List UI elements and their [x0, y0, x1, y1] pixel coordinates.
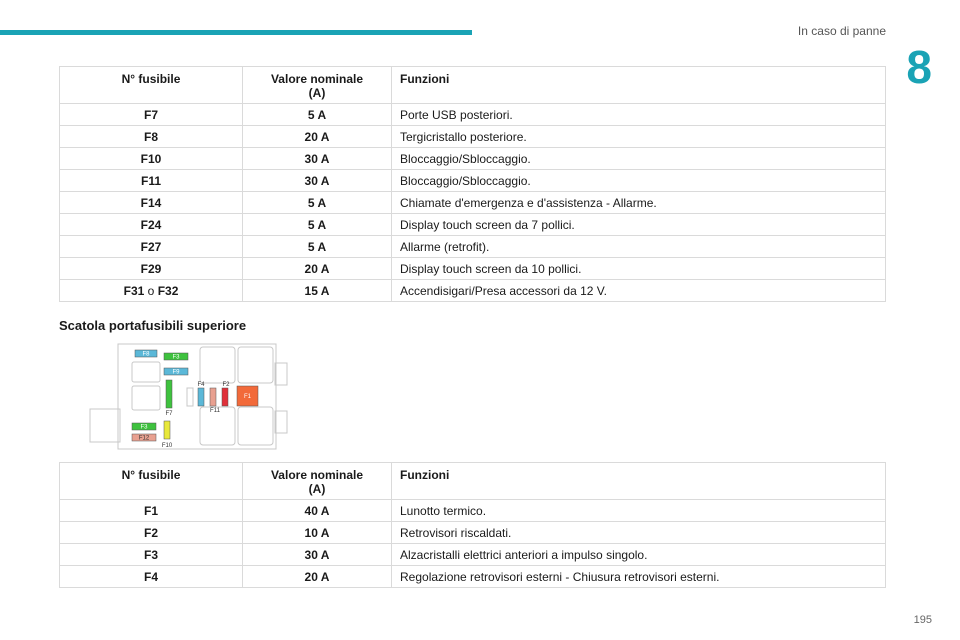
col-fuse-header: N° fusibile	[60, 67, 243, 104]
fuse-f4-label: F4	[197, 382, 205, 388]
fuse-function: Porte USB posteriori.	[392, 104, 886, 126]
table-row	[60, 236, 886, 258]
fuse-f4	[198, 388, 204, 406]
section-title: In caso di panne	[797, 24, 886, 38]
fuse-function: Accendisigari/Presa accessori da 12 V.	[392, 280, 886, 302]
page-number: 195	[913, 614, 932, 626]
fuse-f11-label: F11	[210, 408, 220, 414]
fuse-function: Display touch screen da 7 pollici.	[392, 214, 886, 236]
fuse-rating: 20 A	[243, 126, 392, 148]
col-fuse-header: N° fusibile	[60, 463, 243, 500]
table-row	[60, 258, 886, 280]
table-row	[60, 522, 886, 544]
fuse-box-diagram	[89, 343, 297, 451]
fuse-rating: 40 A	[243, 500, 392, 522]
fuse-rating: 10 A	[243, 522, 392, 544]
fuse-function: Lunotto termico.	[392, 500, 886, 522]
fuse-function: Bloccaggio/Sbloccaggio.	[392, 170, 886, 192]
table-header-row	[60, 463, 886, 500]
relay-slot	[132, 362, 160, 382]
fuse-function: Tergicristallo posteriore.	[392, 126, 886, 148]
fuse-number-a: F31	[123, 283, 145, 298]
fuse-rating: 30 A	[243, 544, 392, 566]
col-rating-header: Valore nominale (A)	[243, 463, 392, 500]
header-accent-bar	[0, 30, 472, 35]
fuse-function: Chiamate d'emergenza e d'assistenza - Allarme.	[392, 192, 886, 214]
fuse-number: F7	[60, 104, 243, 126]
relay-slot	[200, 347, 235, 383]
table-row	[60, 214, 886, 236]
fuse-number-or: o	[147, 283, 155, 298]
empty-fuse-slot	[187, 388, 193, 406]
col-functions-header: Funzioni	[392, 67, 886, 104]
connector-right-bottom	[275, 411, 287, 433]
fuse-number: F10	[60, 148, 243, 170]
connector-left-outline	[90, 409, 120, 442]
relay-slot	[238, 347, 273, 383]
relay-slot	[238, 407, 273, 445]
fuse-rating: 30 A	[243, 148, 392, 170]
table-row	[60, 192, 886, 214]
table-row	[60, 126, 886, 148]
fuse-rating: 5 A	[243, 104, 392, 126]
fuse-number-b: F32	[157, 283, 179, 298]
table-row	[60, 566, 886, 588]
subheading: Scatola portafusibili superiore	[59, 318, 247, 333]
fuse-function: Bloccaggio/Sbloccaggio.	[392, 148, 886, 170]
fuse-rating: 5 A	[243, 192, 392, 214]
fuse-number	[60, 280, 243, 302]
fuse-function: Retrovisori riscaldati.	[392, 522, 886, 544]
fuse-f12-label: F12	[138, 435, 150, 442]
table-row	[60, 280, 886, 302]
fuse-number: F3	[60, 544, 243, 566]
table-row	[60, 544, 886, 566]
fuse-f2	[222, 388, 228, 406]
fuse-function: Display touch screen da 10 pollici.	[392, 258, 886, 280]
fuse-number: F11	[60, 170, 243, 192]
fuse-f3-label: F3	[140, 424, 148, 431]
connector-right-top	[275, 363, 287, 385]
col-functions-header: Funzioni	[392, 463, 886, 500]
fuse-rating: 5 A	[243, 214, 392, 236]
col-rating-header: Valore nominale (A)	[243, 67, 392, 104]
chapter-number: 8	[906, 41, 932, 93]
fuse-f1-label: F1	[243, 394, 252, 400]
fuse-number: F27	[60, 236, 243, 258]
fuse-number: F4	[60, 566, 243, 588]
fuse-function: Alzacristalli elettrici anteriori a impulso singolo.	[392, 544, 886, 566]
fuse-table-2	[59, 462, 886, 588]
fuse-rating: 20 A	[243, 258, 392, 280]
table-row	[60, 500, 886, 522]
fuse-f8-label: F8	[142, 351, 150, 358]
table-header-row	[60, 67, 886, 104]
fuse-rating: 15 A	[243, 280, 392, 302]
table-row	[60, 104, 886, 126]
table-row	[60, 170, 886, 192]
fuse-f7	[166, 380, 172, 408]
fuse-rating: 30 A	[243, 170, 392, 192]
fuse-f3-top-label: F3	[172, 354, 180, 361]
fuse-f11	[210, 388, 216, 406]
fuse-number: F29	[60, 258, 243, 280]
fuse-number: F2	[60, 522, 243, 544]
fuse-f9-label: F9	[172, 369, 180, 376]
fuse-function: Regolazione retrovisori esterni - Chiusura retrovisori esterni.	[392, 566, 886, 588]
table-row	[60, 148, 886, 170]
fuse-f10-label: F10	[161, 443, 173, 449]
fuse-f7-label: F7	[165, 411, 173, 417]
fuse-number: F8	[60, 126, 243, 148]
fuse-function: Allarme (retrofit).	[392, 236, 886, 258]
fuse-number: F24	[60, 214, 243, 236]
fuse-number: F14	[60, 192, 243, 214]
fuse-rating: 20 A	[243, 566, 392, 588]
fuse-rating: 5 A	[243, 236, 392, 258]
fuse-table-1	[59, 66, 886, 302]
relay-slot	[132, 386, 160, 410]
fuse-number: F1	[60, 500, 243, 522]
fuse-f2-label: F2	[222, 382, 230, 388]
fuse-f10	[164, 421, 170, 439]
